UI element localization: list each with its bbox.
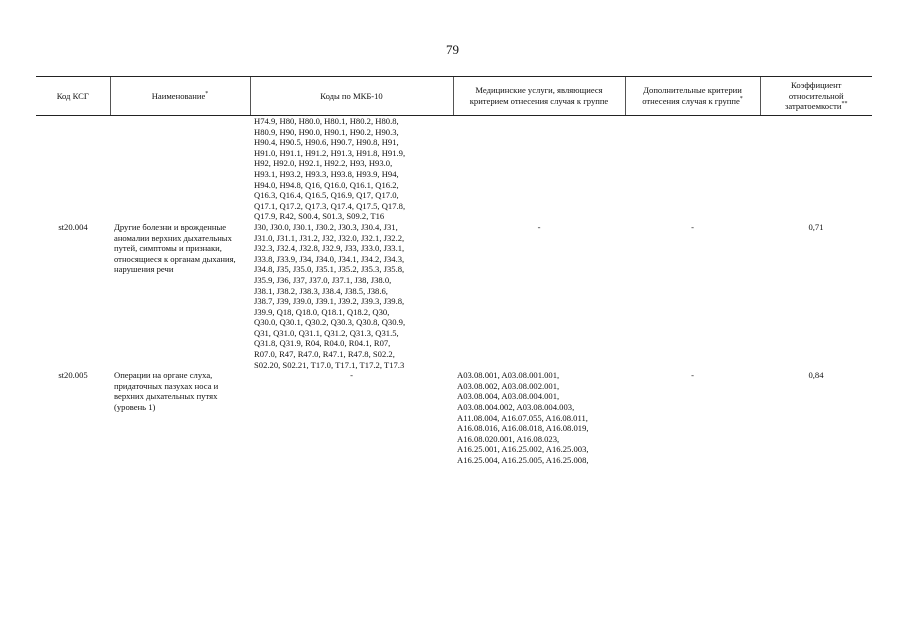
- table-row: [36, 370, 872, 465]
- icd-line: J34.8, J35, J35.0, J35.1, J35.2, J35.3, J35.8,: [254, 264, 405, 275]
- icd-line: J35.9, J36, J37, J37.0, J37.1, J38, J38.0,: [254, 274, 392, 285]
- cell-criteria: [625, 116, 760, 222]
- icd-line: Q16.3, Q16.4, Q16.5, Q16.9, Q17, Q17.0,: [254, 190, 399, 201]
- icd-line: H91.0, H91.1, H91.2, H91.3, H91.8, H91.9,: [254, 147, 406, 158]
- cell-criteria: -: [691, 370, 694, 381]
- icd-line: H92, H92.0, H92.1, H92.2, H93, H93.0,: [254, 158, 393, 169]
- cell-criteria: -: [691, 221, 694, 232]
- cell-icd-codes: -: [350, 370, 353, 381]
- cell-services: -: [537, 221, 541, 232]
- cell-name: [110, 116, 250, 222]
- icd-line: J31.0, J31.1, J31.2, J32, J32.0, J32.1, J32.2,: [254, 232, 405, 243]
- icd-line: R07.0, R47, R47.0, R47.1, R47.8, S02.2,: [254, 349, 395, 360]
- header-name: Наименование*: [110, 77, 250, 116]
- icd-line: H74.9, H80, H80.0, H80.1, H80.2, H80.8,: [254, 116, 399, 126]
- icd-line: J32.3, J32.4, J32.8, J32.9, J33, J33.0, J33.1,: [254, 243, 405, 254]
- cell-coefficient: 0,71: [808, 221, 824, 232]
- cell-name: Другие болезни и врожденные аномалии верхних дыхательных путей, симптомы и признаки, относящиеся к органам дыхания, нарушения речи: [114, 221, 236, 275]
- cell-icd-codes: [250, 116, 453, 222]
- icd-line: H94.0, H94.8, Q16, Q16.0, Q16.1, Q16.2,: [254, 179, 399, 190]
- icd-line: J39.9, Q18, Q18.0, Q18.1, Q18.2, Q30,: [254, 306, 390, 317]
- ksg-table: [36, 76, 872, 466]
- cell-coefficient: [760, 116, 872, 222]
- icd-line: S02.20, S02.21, T17.0, T17.1, T17.2, T17.3: [254, 359, 405, 370]
- header-criteria: Дополнительные критерии отнесения случая к группе*: [625, 77, 760, 116]
- table-row: [36, 222, 872, 370]
- page-number: 79: [446, 42, 459, 57]
- header-coefficient: Коэффициент относительной затратоемкости**: [760, 77, 872, 116]
- cell-code: st20.005: [58, 370, 88, 381]
- service-line: A03.08.002, A03.08.002.001,: [457, 380, 560, 391]
- cell-code: [36, 116, 110, 222]
- cell-services: [453, 116, 625, 222]
- icd-line: J30, J30.0, J30.1, J30.2, J30.3, J30.4, J31,: [254, 221, 398, 232]
- icd-line: Q31, Q31.0, Q31.1, Q31.2, Q31.3, Q31.5,: [254, 327, 399, 338]
- cell-icd-codes: [250, 222, 453, 370]
- header-code: Код КСГ: [36, 77, 110, 116]
- cell-services: [453, 370, 625, 465]
- service-line: A11.08.004, A16.07.055, A16.08.011,: [457, 412, 588, 423]
- table-header-row: [36, 77, 872, 116]
- service-line: A16.08.020.001, A16.08.023,: [457, 433, 560, 444]
- icd-line: Q31.8, Q31.9, R04, R04.0, R04.1, R07,: [254, 338, 391, 349]
- table-row: [36, 116, 872, 222]
- icd-line: J33.8, J33.9, J34, J34.0, J34.1, J34.2, J34.3,: [254, 253, 405, 264]
- icd-line: Q17.9, R42, S00.4, S01.3, S09.2, T16: [254, 211, 385, 222]
- cell-coefficient: 0,84: [808, 370, 824, 381]
- header-services: Медицинские услуги, являющиеся критерием отнесения случая к группе: [453, 77, 625, 116]
- icd-line: H80.9, H90, H90.0, H90.1, H90.2, H90.3,: [254, 126, 399, 137]
- cell-name: Операции на органе слуха, придаточных пазухах носа и верхних дыхательных путях (уровень 1): [114, 370, 219, 413]
- icd-line: J38.1, J38.2, J38.3, J38.4, J38.5, J38.6,: [254, 285, 388, 296]
- service-line: A16.08.016, A16.08.018, A16.08.019,: [457, 423, 589, 434]
- service-line: A16.25.004, A16.25.005, A16.25.008,: [457, 455, 589, 465]
- icd-line: Q17.1, Q17.2, Q17.3, Q17.4, Q17.5, Q17.8,: [254, 200, 406, 211]
- service-line: A03.08.001, A03.08.001.001,: [457, 370, 560, 381]
- header-icd: Коды по МКБ-10: [250, 77, 453, 116]
- service-line: A16.25.001, A16.25.002, A16.25.003,: [457, 444, 589, 455]
- icd-line: H90.4, H90.5, H90.6, H90.7, H90.8, H91,: [254, 137, 399, 148]
- icd-line: J38.7, J39, J39.0, J39.1, J39.2, J39.3, J39.8,: [254, 296, 405, 307]
- icd-line: H93.1, H93.2, H93.3, H93.8, H93.9, H94,: [254, 168, 399, 179]
- service-line: A03.08.004, A03.08.004.001,: [457, 391, 560, 402]
- cell-code: st20.004: [58, 221, 88, 232]
- service-line: A03.08.004.002, A03.08.004.003,: [457, 402, 575, 413]
- icd-line: Q30.0, Q30.1, Q30.2, Q30.3, Q30.8, Q30.9,: [254, 317, 406, 328]
